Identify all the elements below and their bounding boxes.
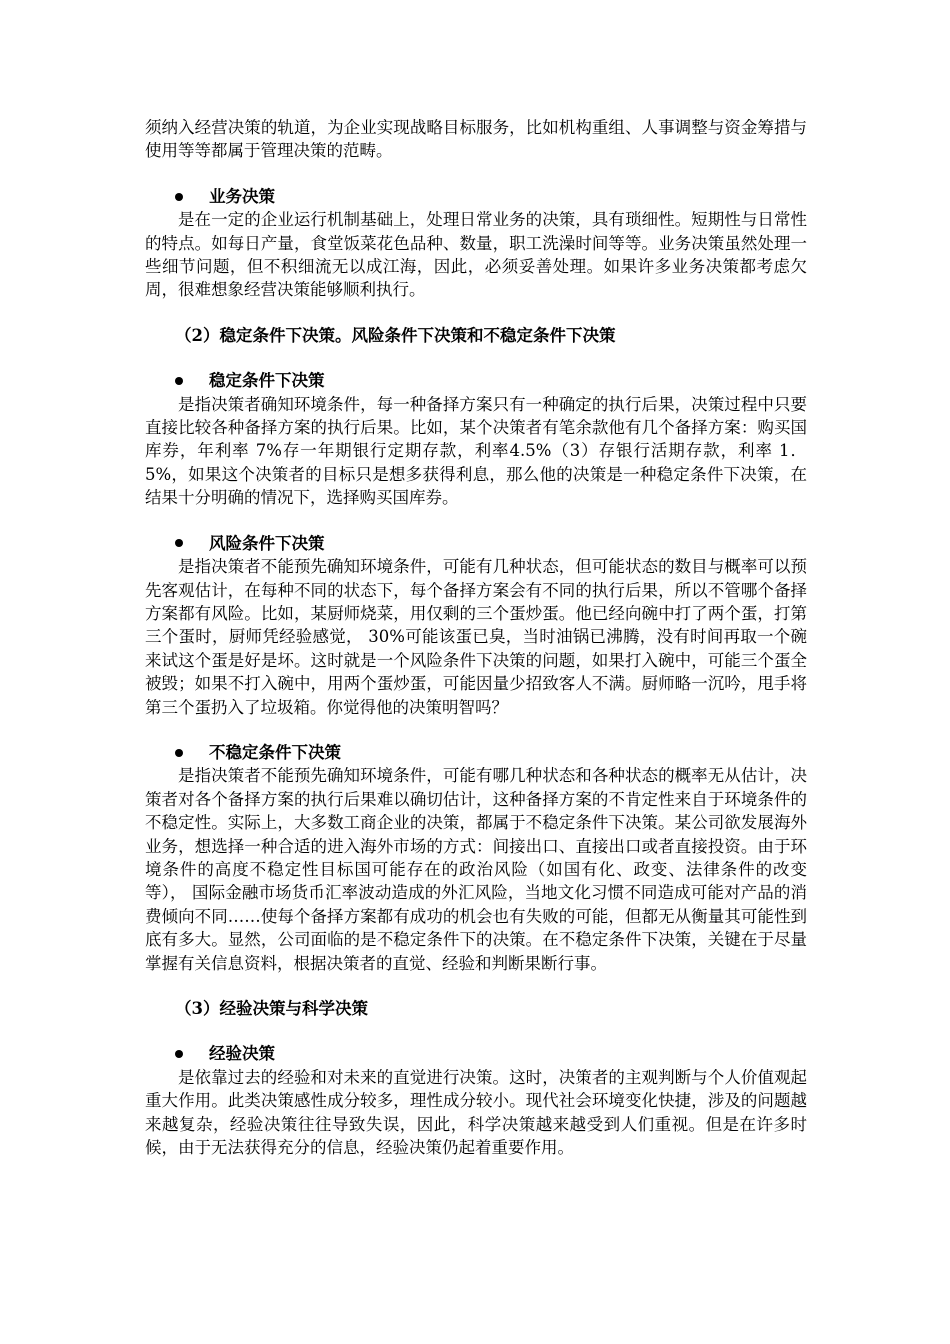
experience-decision-paragraph: 是依靠过去的经验和对未来的直觉进行决策。这时，决策者的主观判断与个人价值观起重大作用。此类决策感性成分较多，理性成分较小。现代社会环境变化快捷，涉及的问题越来越复杂，经验决策往往导致失误，因此，科学决策越来越受到人们重视。但是在许多时候，由于无法获得充分的信息，经验决策仍起着重要作用。 [145, 1067, 807, 1158]
section-2-heading: （2）稳定条件下决策。风险条件下决策和不稳定条件下决策 [175, 325, 616, 345]
bullet-icon [175, 377, 183, 385]
business-decision-heading [145, 185, 807, 208]
risk-decision-heading-text: 风险条件下决策 [209, 533, 325, 553]
risk-decision-paragraph: 是指决策者不能预先确知环境条件，可能有几种状态，但可能状态的数目与概率可以预先客观估计，在每种不同的状态下，每个备择方案会有不同的执行后果，所以不管哪个备择方案都有风险。比如，某厨师烧菜，用仅剩的三个蛋炒蛋。他已经向碗中打了两个蛋，打第三个蛋时，厨师凭经验感觉， 30%可能该蛋已臭，当时油锅已沸腾，没有时间再取一个碗来试这个蛋是好是坏。这时就是一个风险条件下决策的问题，如果打入碗中，可能三个蛋全被毁；如果不打入碗中，用两个蛋炒蛋，可能因量少招致客人不满。厨师略一沉吟，甩手将第三个蛋扔入了垃圾箱。你觉得他的决策明智吗？ [145, 557, 807, 717]
experience-decision-heading [145, 1042, 807, 1065]
bullet-icon [175, 193, 183, 201]
bullet-icon [175, 749, 183, 757]
section-3-heading: （3）经验决策与科学决策 [175, 999, 368, 1018]
unstable-decision-heading [145, 741, 807, 764]
stable-decision-paragraph: 是指决策者确知环境条件，每一种备择方案只有一种确定的执行后果，决策过程中只要直接比较各种备择方案的执行后果。比如，某个决策者有笔余款他有几个备择方案：购买国库券，年利率 7%存一年期银行定期存款，利率4.5%（3）存银行活期存款，利率 1．5%，如果这个决策者的目标只是想多获得利息，那么他的决策是一种稳定条件下决策，在结果十分明确的情况下，选择购买国库券。 [145, 394, 807, 508]
business-decision-paragraph: 是在一定的企业运行机制基础上，处理日常业务的决策，具有琐细性。短期性与日常性的特点。如每日产量，食堂饭菜花色品种、数量，职工洗澡时间等等。业务决策虽然处理一些细节问题，但不积细流无以成江海，因此，必须妥善处理。如果许多业务决策都考虑欠周，很难想象经营决策能够顺利执行。 [145, 210, 807, 300]
business-decision-heading-text: 业务决策 [209, 186, 275, 206]
bullet-icon [175, 1050, 183, 1058]
experience-decision-heading-text: 经验决策 [209, 1044, 275, 1064]
risk-decision-heading [145, 532, 807, 555]
bullet-icon [175, 539, 183, 547]
stable-decision-heading-text: 稳定条件下决策 [209, 371, 325, 391]
document-page [145, 116, 807, 1159]
intro-paragraph: 须纳入经营决策的轨道，为企业实现战略目标服务，比如机构重组、人事调整与资金筹措与使用等等都属于管理决策的范畴。 [145, 118, 807, 161]
unstable-decision-paragraph: 是指决策者不能预先确知环境条件，可能有哪几种状态和各种状态的概率无从估计，决策者对各个备择方案的执行后果难以确切估计，这种备择方案的不肯定性来自于环境条件的不稳定性。实际上，大多数工商企业的决策，都属于不稳定条件下决策。某公司欲发展海外业务，想选择一种合适的进入海外市场的方式：间接出口、直接出口或者直接投资。由于环境条件的高度不稳定性目标国可能存在的政治风险（如国有化、政变、法律条件的改变等）， 国际金融市场货币汇率波动造成的外汇风险，当地文化习惯不同造成可能对产品的消费倾向不同……使每个备择方案都有成功的机会也有失败的可能，但都无从衡量其可能性到底有多大。显然，公司面临的是不稳定条件下的决策。在不稳定条件下决策，关键在于尽量掌握有关信息资料，根据决策者的直觉、经验和判断果断行事。 [145, 766, 807, 973]
unstable-decision-heading-text: 不稳定条件下决策 [209, 742, 341, 762]
stable-decision-heading [145, 369, 807, 392]
